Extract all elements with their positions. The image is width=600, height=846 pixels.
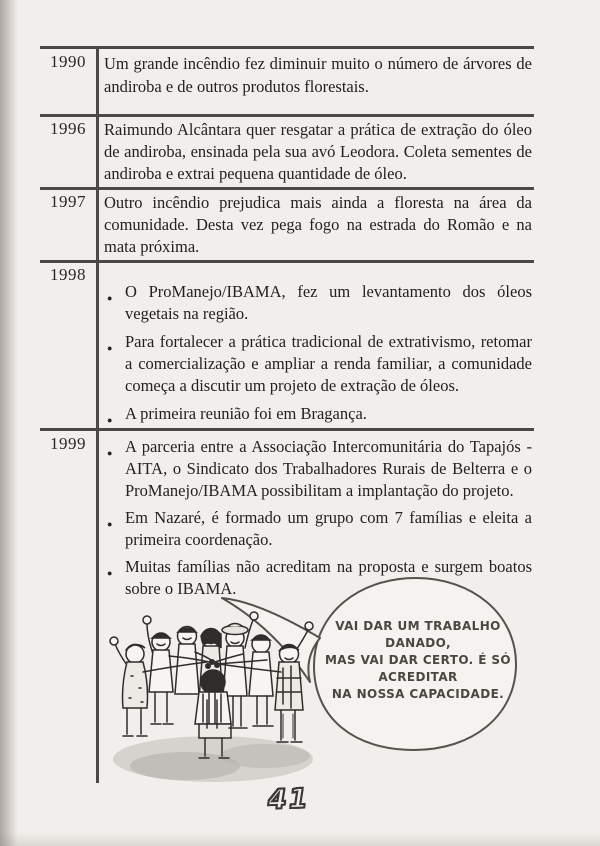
- bullet-icon: ●: [107, 343, 113, 353]
- list-item: [104, 403, 532, 425]
- timeline-row-1996: [40, 119, 534, 185]
- bullet-icon: ●: [107, 519, 113, 529]
- bullet-text: A primeira reunião foi em Bragança.: [125, 404, 367, 423]
- table-border-row3: [40, 187, 534, 190]
- bubble-line: VAI DAR UM TRABALHO: [335, 619, 501, 633]
- crowd-illustration: [95, 596, 330, 791]
- year-label: 1998: [50, 265, 86, 284]
- list-item: [104, 436, 532, 502]
- table-border-row2: [40, 114, 534, 117]
- bubble-line: DANADO,: [385, 636, 451, 650]
- bubble-line: MAS VAI DAR CERTO. É SÓ: [324, 653, 512, 667]
- row-bullets: [104, 265, 534, 425]
- bullet-text: O ProManejo/IBAMA, fez um levantamento dos óleos vegetais na região.: [125, 282, 532, 323]
- timeline-row-1998: [40, 265, 534, 431]
- page-left-scan-shadow: [0, 0, 18, 846]
- year-label: 1999: [50, 434, 86, 453]
- row-text: Um grande incêndio fez diminuir muito o número de árvores de andiroba e de outros produtos florestais.: [104, 54, 532, 96]
- bullet-icon: ●: [107, 415, 113, 425]
- bullet-text: Em Nazaré, é formado um grupo com 7 famílias e eleita a primeira coordenação.: [125, 508, 532, 549]
- page-bottom-scan-shadow: [0, 832, 600, 846]
- bullet-icon: ●: [107, 568, 113, 578]
- page-number: 41: [267, 783, 311, 816]
- bullet-text: Muitas famílias não acreditam na proposta e surgem boatos sobre o IBAMA.: [125, 557, 532, 598]
- row-text: Outro incêndio prejudica mais ainda a floresta na área da comunidade. Desta vez pega fogo na estrada do Romão e na mata próxima.: [104, 193, 532, 256]
- year-label: 1997: [50, 192, 86, 211]
- speech-bubble-text: [318, 618, 518, 703]
- bubble-line: ACREDITAR: [378, 670, 458, 684]
- bubble-line: NA NOSSA CAPACIDADE.: [331, 687, 505, 701]
- table-border-row4: [40, 260, 534, 263]
- bullet-icon: ●: [107, 293, 113, 303]
- timeline-row-1990: [40, 52, 534, 98]
- list-item: [104, 331, 532, 397]
- bullet-text: A parceria entre a Associação Intercomunitária do Tapajós - AITA, o Sindicato dos Trabalhadores Rurais de Belterra e o ProManejo/IBAMA possibilitam a implantação do projeto.: [125, 437, 532, 500]
- list-item: [104, 281, 532, 325]
- year-label: 1996: [50, 119, 86, 138]
- timeline-row-1997: [40, 192, 534, 258]
- year-label: 1990: [50, 52, 86, 71]
- table-border-top: [40, 46, 534, 49]
- list-item: [104, 507, 532, 551]
- row-text: Raimundo Alcântara quer resgatar a prática de extração do óleo de andiroba, ensinada pela sua avó Leodora. Coleta sementes de andiroba e extrai pequena quantidade de óleo.: [104, 120, 532, 183]
- bullet-icon: ●: [107, 448, 113, 458]
- bullet-text: Para fortalecer a prática tradicional de extrativismo, retomar a comercialização e ampliar a renda familiar, a comunidade começa a discutir um projeto de extração de óleos.: [125, 332, 532, 395]
